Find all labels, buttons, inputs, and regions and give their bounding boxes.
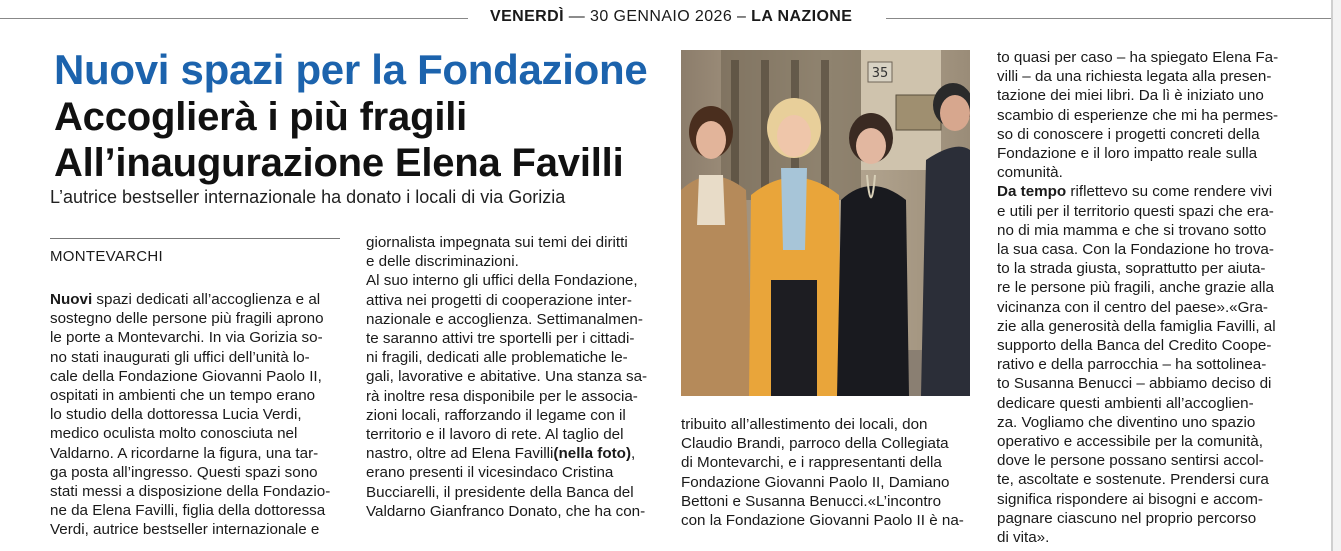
- article-line: nastro, oltre ad Elena Favilli(nella foto),: [366, 445, 636, 463]
- article-line: Fondazione e il loro impatto reale sulla: [997, 145, 1258, 163]
- article-line: re le persone più fragili, anche grazie alla: [997, 279, 1274, 297]
- masthead-newspaper: LA NAZIONE: [751, 8, 853, 25]
- masthead-day: VENERDÌ: [490, 8, 564, 25]
- article-column-3: [681, 415, 970, 530]
- article-column-2: [366, 233, 657, 521]
- article-line: ne da Elena Favilli, figlia della dottoressa: [50, 502, 326, 520]
- article-line: operativo e accessibile per la comunità,: [997, 433, 1263, 451]
- article-line: zioni locali, rafforzando il legame con il: [366, 406, 626, 424]
- article-line: to la strada giusta, soprattutto per aiuta-: [997, 260, 1266, 278]
- article-line: stati messi a disposizione della Fondazio-: [50, 483, 331, 501]
- house-number: 35: [871, 66, 889, 81]
- headline-line-1: Accoglierà i più fragili: [54, 95, 468, 139]
- lead-word: Da tempo: [997, 183, 1067, 201]
- article-line: dedicare questi ambienti all’accoglien-: [997, 394, 1254, 412]
- article-line: significa rispondere ai bisogni e accom-: [997, 490, 1263, 508]
- article-line: Fondazione Giovanni Paolo II, Damiano: [681, 473, 950, 491]
- article-line: tazione dei miei libri. Da lì è iniziato uno: [997, 87, 1264, 105]
- article-line: Bucciarelli, il presidente della Banca del: [366, 483, 634, 501]
- article-line: Verdi, autrice bestseller internazionale e: [50, 521, 320, 539]
- article-line: erano presenti il vicesindaco Cristina: [366, 464, 614, 482]
- masthead-rule-left: [0, 18, 468, 19]
- article-line: rativo e della parrocchia – ha sottolinea-: [997, 356, 1267, 374]
- dateline: [490, 8, 852, 26]
- article-line: attiva nei progetti di cooperazione inter-: [366, 291, 632, 309]
- article-line: comunità.: [997, 164, 1063, 182]
- lead-word: Nuovi: [50, 291, 93, 308]
- article-line: e delle discriminazioni.: [366, 253, 519, 271]
- article-line: vicinanza con il centro del paese».«Gra-: [997, 298, 1268, 316]
- article-line: ospitati in ambienti che un tempo erano: [50, 387, 316, 405]
- article-line: giornalista impegnata sui temi dei diritti: [366, 234, 628, 251]
- photo-reference: (nella foto): [553, 445, 632, 463]
- article-column-4: [997, 48, 1287, 547]
- article-line: za. Vogliamo che diventino uno spazio: [997, 413, 1256, 431]
- article-line: te, ascoltate e sostenute. Prendersi cura: [997, 471, 1269, 489]
- dash-separator: –: [736, 8, 752, 25]
- subheadline: L’autrice bestseller internazionale ha donato i locali di via Gorizia: [50, 187, 566, 207]
- article-line: Al suo interno gli uffici della Fondazione,: [366, 272, 638, 290]
- article-column-1: [50, 290, 341, 540]
- group-photo-illustration: [681, 50, 970, 396]
- article-line: Valdarno. A ricordarne la figura, una tar-: [50, 444, 319, 462]
- article-line: no di mia mamma e che si trovano sotto: [997, 221, 1267, 239]
- location-label: MONTEVARCHI: [50, 248, 164, 265]
- article-line: villi – da una richiesta legata alla presen-: [997, 68, 1272, 86]
- article-line: ga posta all’ingresso. Questi spazi sono: [50, 463, 318, 481]
- page-edge: [1333, 0, 1341, 551]
- article-line: la sua casa. Con la Fondazione ho trova-: [997, 241, 1274, 259]
- article-line: tribuito all’allestimento dei locali, don: [681, 416, 928, 433]
- article-line: e utili per il territorio questi spazi che era-: [997, 202, 1274, 220]
- article-line: ni fragili, dedicati alle problematiche le-: [366, 349, 628, 367]
- article-line: nazionale e accoglienza. Settimanalmen-: [366, 310, 643, 328]
- masthead-date: 30 GENNAIO 2026: [590, 8, 733, 25]
- article-line: di vita».: [997, 529, 1050, 547]
- article-line: Da tempo riflettevo su come rendere vivi: [997, 183, 1273, 201]
- article-line: so di conoscere i progetti concreti della: [997, 125, 1260, 143]
- article-line: di Montevarchi, e i rappresentanti della: [681, 454, 942, 472]
- article-line: lo studio della dottoressa Lucia Verdi,: [50, 406, 302, 424]
- article-line: no stati inaugurati gli uffici dell’unità lo-: [50, 348, 310, 366]
- article-line: Claudio Brandi, parroco della Collegiata: [681, 435, 949, 453]
- article-line: cale della Fondazione Giovanni Paolo II,: [50, 367, 322, 385]
- article-line: le porte a Montevarchi. In via Gorizia so-: [50, 329, 323, 347]
- article-line: Bettoni e Susanna Benucci.«L’incontro: [681, 492, 942, 510]
- article-line: Valdarno Gianfranco Donato, che ha con-: [366, 502, 646, 520]
- location-rule: [50, 238, 340, 239]
- article-line: medico oculista molto conosciuta nel: [50, 425, 298, 443]
- headline-line-2: All’inaugurazione Elena Favilli: [54, 141, 624, 185]
- article-line: territorio e il lavoro di rete. Al taglio del: [366, 426, 624, 444]
- masthead: [0, 0, 1341, 36]
- article-line: pagnare ciascuno nel proprio percorso: [997, 509, 1257, 527]
- dash-separator: —: [568, 8, 591, 25]
- article-line: sostegno delle persone più fragili aprono: [50, 310, 324, 328]
- article-line: scambio di esperienze che mi ha permes-: [997, 106, 1279, 124]
- article-line: dove le persone possano sentirsi accol-: [997, 452, 1264, 470]
- article-line: zie alla generosità della famiglia Favilli, al: [997, 317, 1276, 335]
- masthead-rule-right: [886, 18, 1331, 19]
- article-line: rà inoltre resa disponibile per le associa-: [366, 387, 638, 405]
- article-line: to Susanna Benucci – abbiamo deciso di: [997, 375, 1272, 393]
- article-photo: [681, 50, 970, 396]
- article-line: gali, lavorative e abitative. Una stanza sa-: [366, 368, 648, 386]
- article-line: Nuovi spazi dedicati all’accoglienza e al: [50, 291, 321, 308]
- article-line: con la Fondazione Giovanni Paolo II è na-: [681, 512, 964, 530]
- article-line: to quasi per caso – ha spiegato Elena Fa-: [997, 49, 1279, 66]
- article-line: te saranno attivi tre sportelli per i cittadi-: [366, 330, 635, 348]
- article-line: supporto della Banca del Credito Coope-: [997, 337, 1272, 355]
- headline-main: [54, 94, 623, 186]
- headline-kicker: Nuovi spazi per la Fondazione: [54, 46, 648, 93]
